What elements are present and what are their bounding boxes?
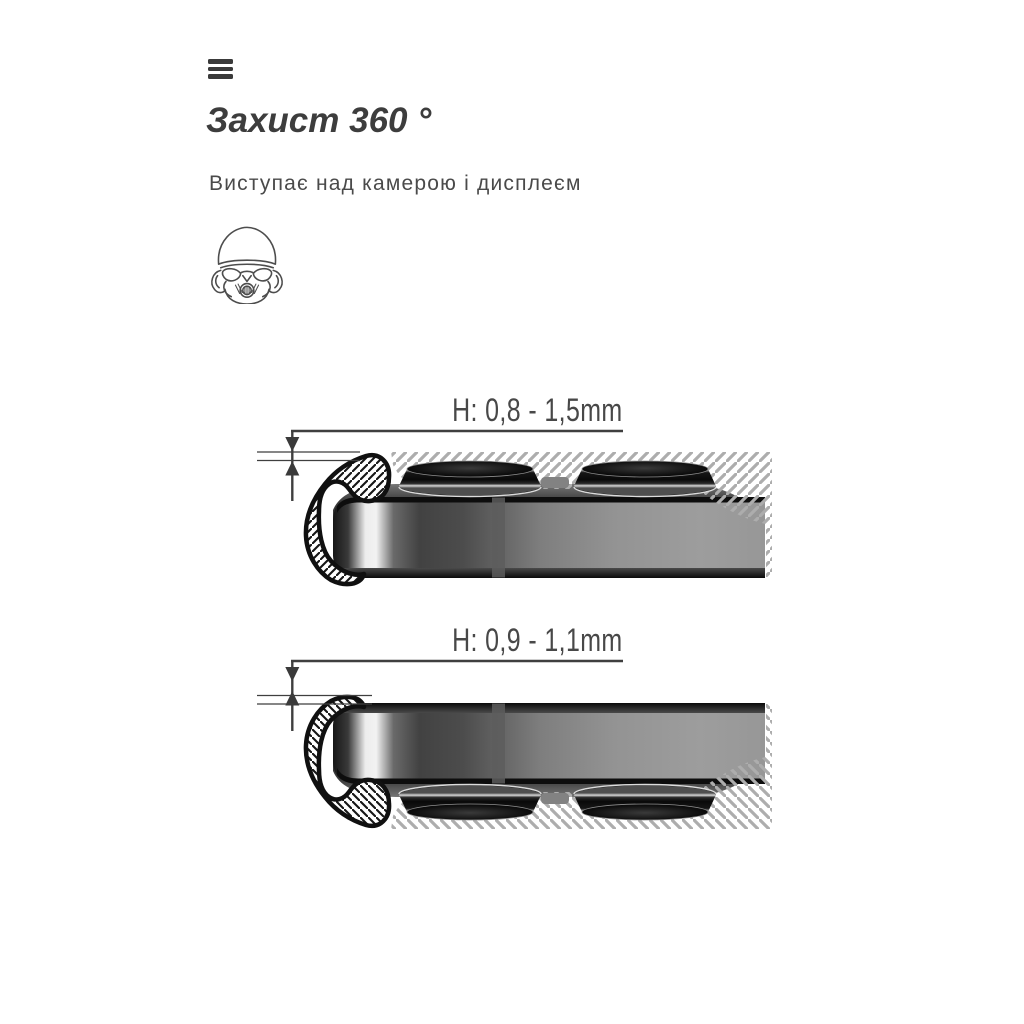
diagram-display-side — [257, 661, 772, 829]
dimension-extension-lines — [257, 452, 360, 461]
measurement-label-camera: H: 0,8 - 1,5mm — [452, 392, 623, 428]
page-title: Захист 360 ° — [206, 101, 432, 140]
measurement-label-display: H: 0,9 - 1,1mm — [452, 622, 623, 658]
page-subtitle: Виступає над камерою і дисплеєм — [209, 172, 582, 195]
diagram-camera-side — [257, 431, 772, 584]
